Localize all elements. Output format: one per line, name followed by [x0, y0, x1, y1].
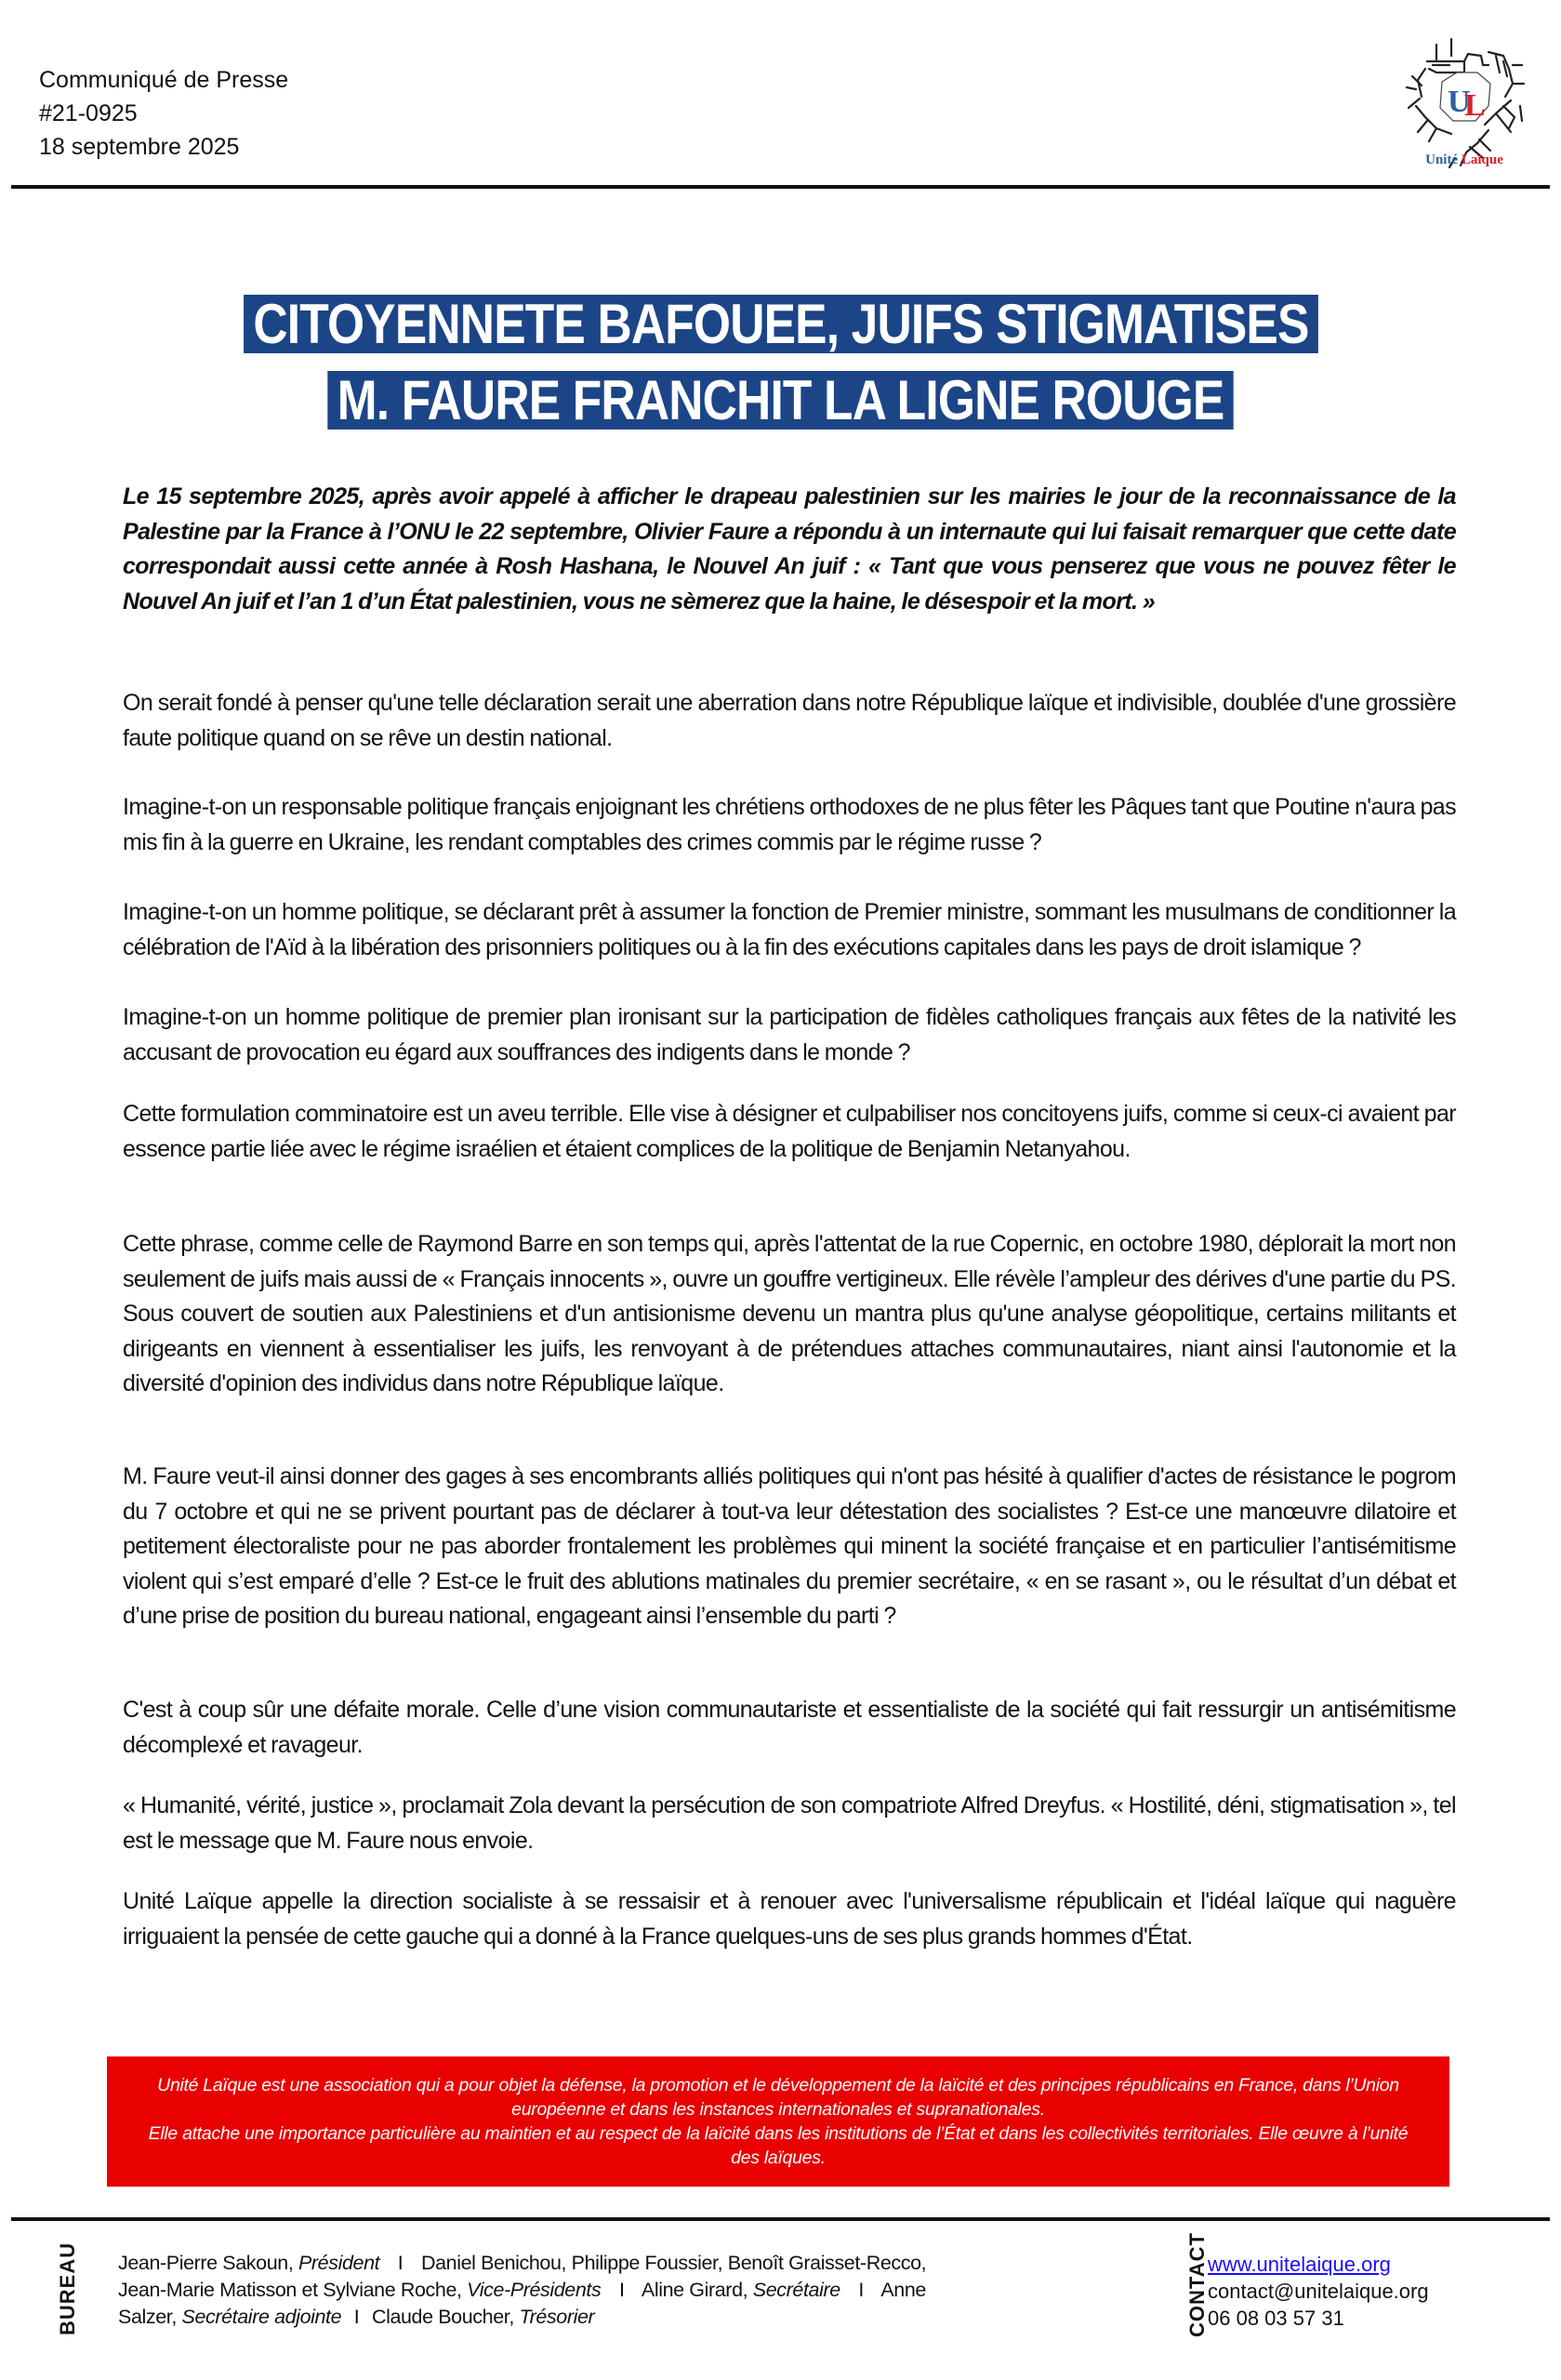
paragraph-text: « Humanité, vérité, justice », proclamait Zola devant la persécution de son compatriote Alfred Dreyfus. « Hostilité, déni, stigmatisation », tel est le message que M. Faure nous envoie.: [123, 1792, 1456, 1854]
president-role: Président: [298, 2252, 380, 2274]
paragraph-text: Cette phrase, comme celle de Raymond Barre en son temps qui, après l'attentat de la rue Copernic, en octobre 1980, déplorait la mort non seulement de juifs mais aussi de « Français innocents », ouvre un gouffre vertigineux. Elle révèle l’ampleur des dérives d'une partie du PS. Sous couvert de soutien aux Palestiniens et d'un antisionisme devenu un mantra plus qu'une analyse géopolitique, certains militants et dirigeants en viennent à essentialiser les juifs, les renvoyant à de prétendues attaches communautaires, niant ainsi l'autonomie et la diversité d'opinion des individus dans notre République laïque.: [123, 1231, 1456, 1397]
deputy-secretary-role: Secrétaire adjointe: [181, 2306, 342, 2328]
lead-text: Le 15 septembre 2025, après avoir appelé à afficher le drapeau palestinien sur les mairies le jour de la reconnaissance de la Palestine par la France à l’ONU le 22 septembre, Olivier Faure a répondu à un internaute qui lui faisait remarquer que cette date correspondait aussi cette année à Rosh Hashana, le Nouvel An juif : « Tant que vous penserez que vous ne pouvez fêter le Nouvel An juif et l’an 1 d’un État palestinien, vous ne sèmerez que la haine, le désespoir et la mort. »: [123, 483, 1456, 615]
separator: I: [858, 2279, 864, 2301]
paragraph-text: Unité Laïque appelle la direction socialiste à se ressaisir et à renouer avec l'universalisme républicain et l'idéal laïque qui naguère irriguaient la pensée de cette gauche qui a donné à la France quelques-uns de ses plus grands hommes d'État.: [123, 1888, 1456, 1950]
paragraph-text: On serait fondé à penser qu'une telle déclaration serait une aberration dans notre République laïque et indivisible, doublée d'une grossière faute politique quand on se rêve un destin national.: [123, 690, 1456, 751]
body-paragraph: [123, 895, 1456, 965]
body-paragraph: [123, 790, 1456, 860]
separator: I: [618, 2279, 625, 2301]
headline-line-2: M. FAURE FRANCHIT LA LIGNE ROUGE: [327, 371, 1233, 430]
contact-info: [1208, 2251, 1429, 2332]
body-paragraph: [123, 1884, 1456, 1954]
website-link[interactable]: www.unitelaique.org: [1208, 2253, 1391, 2276]
body-paragraph: [123, 686, 1456, 756]
body-paragraph: [123, 1789, 1456, 1858]
paragraph-text: Imagine-t-on un homme politique de premier plan ironisant sur la participation de fidèles catholiques français aux fêtes de la nativité les accusant de provocation eu égard aux souffrances des indigents dans le monde ?: [123, 1004, 1456, 1065]
paragraph-text: Imagine-t-on un responsable politique français enjoignant les chrétiens orthodoxes de ne plus fêter les Pâques tant que Poutine n'aura pas mis fin à la guerre en Ukraine, les rendant comptables des crimes commis par le régime russe ?: [123, 794, 1456, 855]
secretary-role: Secrétaire: [752, 2279, 840, 2301]
mission-statement-box: [107, 2056, 1449, 2187]
separator: I: [397, 2252, 403, 2274]
paragraph-text: Cette formulation comminatoire est un aveu terrible. Elle vise à désigner et culpabiliser nos concitoyens juifs, comme si ceux-ci avaient par essence partie liée avec le régime israélien et étaient complices de la politique de Benjamin Netanyahou.: [123, 1101, 1456, 1162]
document-header-meta: [39, 63, 288, 164]
contact-label: CONTACT: [1185, 2232, 1209, 2337]
treasurer-name: Claude Boucher,: [371, 2306, 514, 2328]
bureau-members: [118, 2250, 955, 2331]
bureau-label: BUREAU: [56, 2241, 79, 2335]
vice-presidents-role: Vice-Présidents: [467, 2279, 602, 2301]
secretary-name: Aline Girard,: [641, 2279, 748, 2301]
header-divider: [11, 185, 1550, 189]
document-reference: #21-0925: [39, 100, 138, 126]
paragraph-text: Imagine-t-on un homme politique, se déclarant prêt à assumer la fonction de Premier ministre, sommant les musulmans de conditionner la célébration de l'Aïd à la libération des prisonniers politiques ou à la fin des exécutions capitales dans les pays de droit islamique ?: [123, 899, 1456, 960]
body-paragraph: [123, 1097, 1456, 1167]
logo-caption-laique: Laïque: [1461, 152, 1503, 167]
headline-line-1-wrap: [0, 295, 1561, 353]
body-paragraph: [123, 1000, 1456, 1070]
document-date: 18 septembre 2025: [39, 134, 240, 160]
body-paragraph: [123, 1460, 1456, 1634]
lead-paragraph: [123, 480, 1456, 619]
contact-phone: 06 08 03 57 31: [1208, 2307, 1344, 2330]
mission-line: Elle attache une importance particulière au maintien et au respect de la laïcité dans les institutions de l’État et dans les collectivités territoriales. Elle œuvre à l’unité des laïques.: [148, 2123, 1409, 2168]
logo-caption: [1409, 152, 1520, 168]
svg-text:L: L: [1464, 88, 1486, 123]
separator: I: [353, 2306, 360, 2328]
president-name: Jean-Pierre Sakoun,: [118, 2252, 294, 2274]
mission-line: Unité Laïque est une association qui a pour objet la défense, la promotion et le développement de la laïcité et des principes républicains en France, dans l’Union européenne et dans les instances internationales et supranationales.: [157, 2075, 1399, 2120]
headline-line-1: CITOYENNETE BAFOUEE, JUIFS STIGMATISES: [244, 295, 1318, 353]
paragraph-text: M. Faure veut-il ainsi donner des gages à ses encombrants alliés politiques qui n'ont pas hésité à qualifier d'actes de résistance le pogrom du 7 octobre et qui ne se privent pourtant pas de déclarer à tout-va leur détestation des socialistes ? Est-ce une manœuvre dilatoire et petitement électoraliste pour ne pas aborder frontalement les problèmes qui minent la société française et en particulier l’antisémitisme violent qui s’est emparé d’elle ? Est-ce le fruit des ablutions matinales du premier secrétaire, « en se rasant », ou le résultat d’un débat et d’une prise de position du bureau national, engageant ainsi l’ensemble du parti ?: [123, 1463, 1456, 1630]
contact-email: contact@unitelaique.org: [1208, 2280, 1429, 2303]
treasurer-role: Trésorier: [519, 2306, 595, 2328]
vice-presidents-names: Daniel Benichou, Philippe Foussier, Benoît Graisset-Recco, Jean-Marie Matisson et Sylviane Roche,: [118, 2252, 927, 2301]
footer-divider: [11, 2217, 1550, 2221]
paragraph-text: C'est à coup sûr une défaite morale. Celle d’une vision communautariste et essentialiste de la société qui fait ressurgir un antisémitisme décomplexé et ravageur.: [123, 1697, 1456, 1758]
headline-line-2-wrap: [0, 371, 1561, 430]
svg-text:U: U: [1448, 85, 1471, 119]
logo-caption-unite: Unité: [1425, 152, 1459, 167]
body-paragraph: [123, 1227, 1456, 1402]
body-paragraph: [123, 1693, 1456, 1763]
document-type: Communiqué de Presse: [39, 67, 289, 93]
deputy-secretary-name: Anne Salzer,: [118, 2279, 926, 2328]
